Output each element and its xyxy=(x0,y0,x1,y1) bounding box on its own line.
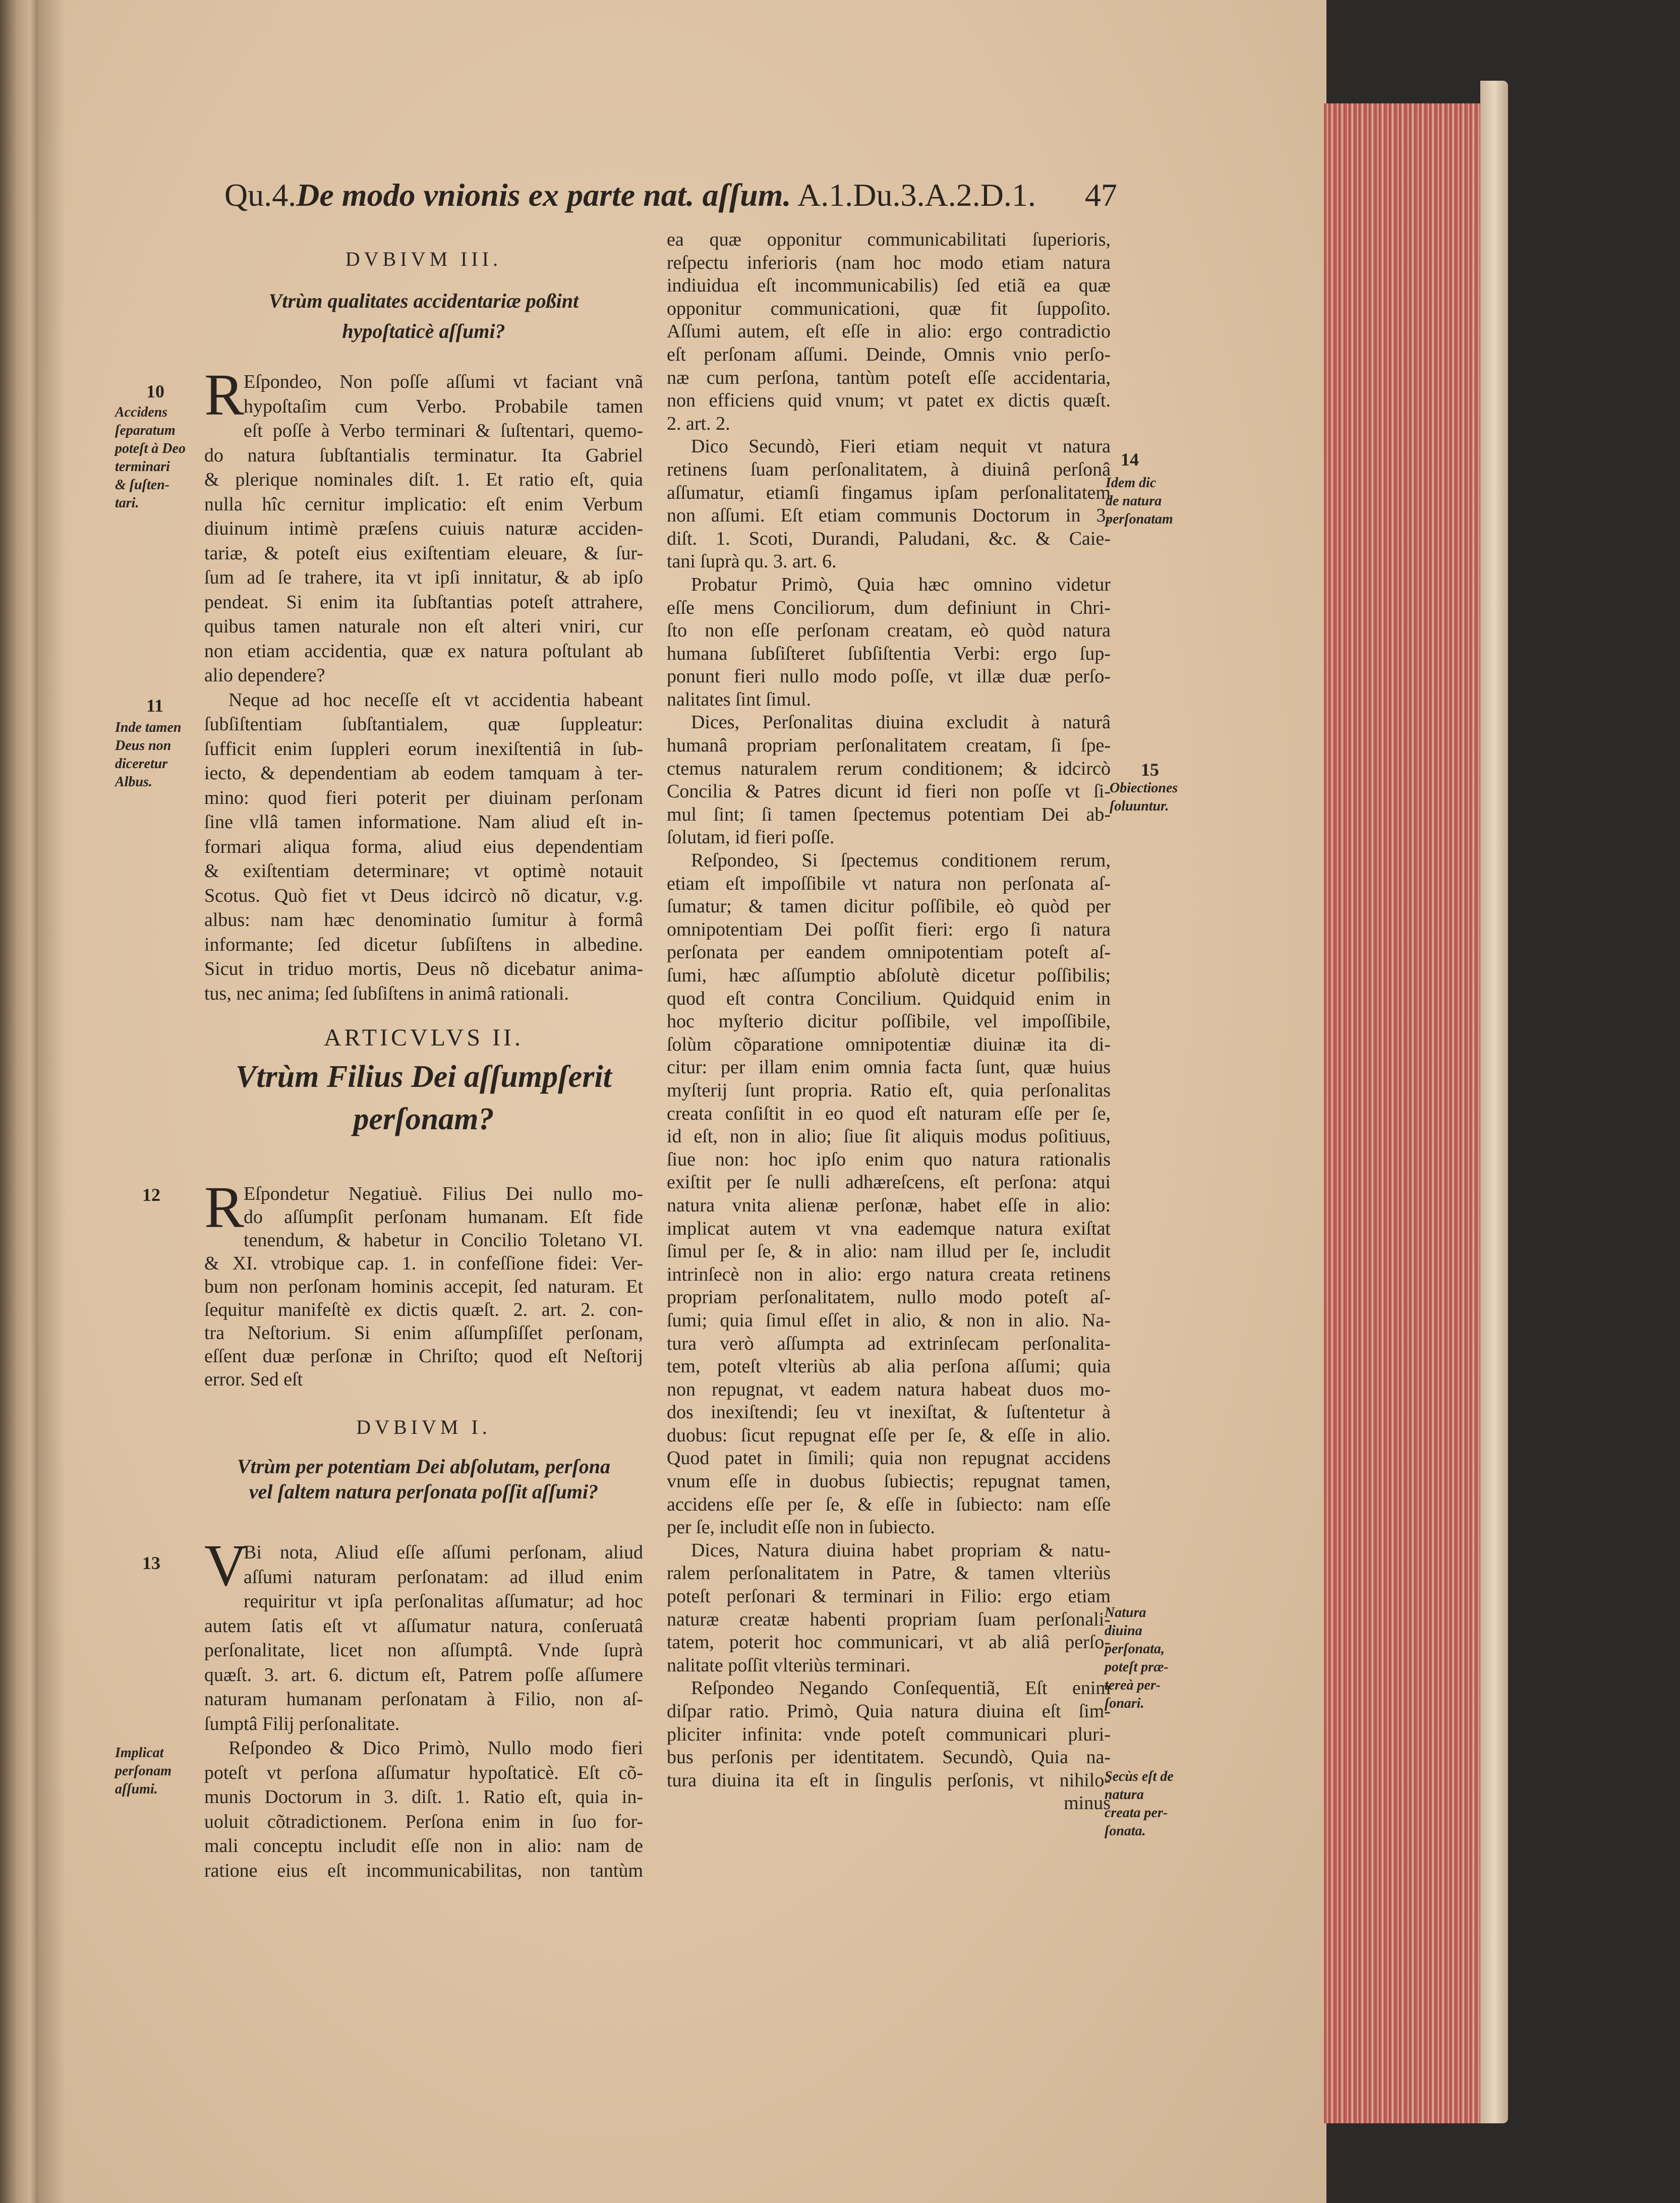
margin-note-10 xyxy=(115,403,186,512)
text-line: Probatur Primò, Quia hæc omnino videtur xyxy=(691,573,1111,595)
text-line: ſumi; quia ſimul eſſet in alio, & non in alio. Na- xyxy=(667,1309,1111,1331)
text-line: ſonata. xyxy=(1105,1823,1146,1839)
text-line: propriam perſonalitatem, nullo modo poteſt aſ- xyxy=(667,1287,1111,1308)
text-line: perſonam xyxy=(115,1763,171,1779)
margin-note-13 xyxy=(115,1744,171,1799)
paragraph xyxy=(204,1736,643,1883)
text-line: informante; ſed dicetur ſubſiſtens in albedine. xyxy=(204,934,643,955)
text-line: diceretur xyxy=(115,756,168,772)
header-question: Qu.4. xyxy=(224,177,297,213)
text-line: perſonata, xyxy=(1105,1641,1165,1657)
text-line: poteſt præ- xyxy=(1105,1659,1169,1675)
text-line: ſeparatum xyxy=(115,423,176,438)
text-line: tari. xyxy=(115,495,139,511)
text-line: eſt perſonam aſſumi. Deinde, Omnis vnio perſo- xyxy=(667,343,1111,365)
text-line: Implicat xyxy=(115,1745,164,1761)
text-line: & exiſtentiam determinare; vt optimè notauit xyxy=(204,860,643,882)
dubium-3-heading-block xyxy=(204,247,643,346)
text-line: Reſpondeo & Dico Primò, Nullo modo fieri xyxy=(228,1737,643,1759)
section-number-11: 11 xyxy=(146,695,164,716)
text-line: citur: per illam enim omnia facta ſunt, quæ huius xyxy=(667,1057,1111,1078)
header-title: De modo vnionis ex parte nat. aſſum. xyxy=(296,177,791,213)
text-line: ſto non eſſe perſonam creatam, eò quòd natura xyxy=(667,620,1111,642)
text-line: poteſt vt perſona aſſumatur hypoſtaticè. Eſt cõ- xyxy=(204,1762,643,1783)
section-number-14: 14 xyxy=(1121,449,1139,470)
text-line: perſonalitate, licet non aſſumptâ. Vnde ſuprà xyxy=(204,1640,643,1661)
text-line: humana ſubſiſteret ſubſiſtentia Verbi: ergo ſup- xyxy=(667,643,1111,664)
text-line: bus perſonis per identitatem. Secundò, Quia na- xyxy=(667,1747,1111,1768)
text-line: hoc myſterio dicitur poſſibile, vel impoſſibile, xyxy=(667,1011,1111,1032)
text-line: requiritur vt ipſa perſonalitas aſſumatur; ad hoc xyxy=(244,1591,643,1612)
text-line: ſoluuntur. xyxy=(1110,798,1169,814)
text-line: Dico Secundò, Fieri etiam nequit vt natura xyxy=(691,436,1111,457)
paragraph xyxy=(667,1677,1111,1792)
text-line: iecto, & dependentiam ab eodem tamquam à ter- xyxy=(204,763,643,784)
text-line: Albus. xyxy=(115,774,152,790)
text-line: aſſumi. xyxy=(115,1781,158,1797)
text-line: perſonatam xyxy=(1106,511,1173,527)
text-line: ſumi, hæc aſſumptio abſolutè dicetur poſſibilis; xyxy=(667,965,1111,986)
text-line: tani ſuprà qu. 3. art. 6. xyxy=(667,551,837,572)
text-line: autem ſatis eſt vt aſſumatur natura, conſeruatâ xyxy=(204,1615,643,1637)
text-line: Eſpondetur Negatiuè. Filius Dei nullo mo- xyxy=(244,1183,643,1204)
text-line: formari aliqua forma, aliud eius dependentiam xyxy=(204,836,643,857)
text-line: Reſpondeo, Si ſpectemus conditionem rerum, xyxy=(691,850,1111,872)
text-line: & plerique nominales diſt. 1. Et ratio eſt, quia xyxy=(204,469,643,490)
text-line: perſonam? xyxy=(353,1102,494,1136)
text-line: ſumptâ Filij perſonalitate. xyxy=(204,1713,400,1734)
margin-note-15 xyxy=(1110,779,1178,816)
page-number: 47 xyxy=(1085,177,1117,213)
text-line: naturam humanam perſonatam à Filio, non aſ- xyxy=(204,1689,643,1710)
book-cover-edge xyxy=(1480,81,1508,2123)
text-line: non etiam accidentia, quæ ex natura poſtulant ab xyxy=(204,640,643,662)
text-line: Vtrùm Filius Dei aſſumpſerit xyxy=(236,1060,612,1094)
paragraph xyxy=(667,849,1111,1539)
text-line: & ſuſten- xyxy=(115,477,170,493)
text-line: non repugnat, vt eadem natura habeat duos mo- xyxy=(667,1378,1111,1400)
text-line: tra Neſtorium. Si enim aſſumpſiſſet perſonam, xyxy=(204,1322,643,1344)
text-line: tatem, poterit hoc communicari, vt ab aliâ perſo- xyxy=(667,1632,1111,1653)
text-line: natura vnita alienæ perſonæ, habet eſſe in alio: xyxy=(667,1194,1111,1216)
text-line: tura verò aſſumpta ad extrinſecam perſonalita- xyxy=(667,1332,1111,1354)
paragraph xyxy=(667,573,1111,712)
text-line: Idem dic xyxy=(1106,475,1156,491)
text-line: indiuidua eſt incommunicabilis) ſed etiã ea quæ xyxy=(667,275,1111,297)
text-line: mino: quod fieri poterit per diuinam perſonam xyxy=(204,787,643,808)
text-line: Dices, Perſonalitas diuina excludit à naturâ xyxy=(691,712,1111,733)
text-line: albus: nam hæc denominatio ſumitur à formâ xyxy=(204,909,643,931)
text-line: non aſſumi. Eſt etiam communis Doctorum in 3. xyxy=(667,505,1111,527)
text-line: munis Doctorum in 3. diſt. 1. Ratio eſt, quia in- xyxy=(204,1786,643,1808)
text-line: ponunt fieri nullo modo poſſe, vt illæ duæ perſo- xyxy=(667,666,1111,687)
text-line: ratione eius eſt incommunicabilitas, non tantùm xyxy=(204,1860,643,1881)
text-line: hypoſtaſim cum Verbo. Probabile tamen xyxy=(244,395,643,417)
text-line: omnipotentiam Dei poſſit fieri: ergo ſi natura xyxy=(667,918,1111,940)
text-line: Concilia & Patres dicunt id fieri non poſſe vt ſi- xyxy=(667,781,1111,802)
dubium-1-question xyxy=(204,1454,643,1504)
facing-page-edge xyxy=(0,0,38,2203)
article-2-heading-block xyxy=(204,1024,643,1140)
text-line: ſolutam, id fieri poſſe. xyxy=(667,827,835,848)
text-line: Accidens xyxy=(115,404,168,420)
text-line: nulla hîc cernitur implicatio: eſt enim Verbum xyxy=(204,493,643,515)
text-line: Secùs eſt de xyxy=(1105,1769,1174,1784)
text-line: tus, nec anima; ſed ſubſiſtens in animâ rationali. xyxy=(204,982,569,1004)
red-page-edges xyxy=(1324,103,1480,2123)
text-line: Obiectiones xyxy=(1110,780,1178,796)
text-line: ſiue non: hoc ipſo enim quo natura rationalis xyxy=(667,1148,1111,1170)
text-line: creata per- xyxy=(1105,1805,1168,1821)
text-line: tura diuina ita eſt in ſingulis perſonis, vt nihilo- xyxy=(667,1769,1111,1791)
text-line: quod eſt contra Concilium. Quidquid enim in xyxy=(667,988,1111,1009)
text-line: error. Sed eſt xyxy=(204,1369,303,1390)
text-line: ſimul per ſe, & in alio: nam illud per ſe, includit xyxy=(667,1241,1111,1262)
dubium-3-body xyxy=(204,362,643,1006)
text-line: dos inexiſtendi; ſeu vt inexiſtat, & ſuſtentetur à xyxy=(667,1402,1111,1423)
text-line: Quod patet in ſimili; quia non repugnat accidens xyxy=(667,1447,1111,1469)
text-line: aſſumatur, etiamſi fingamus ipſam perſonalitatem xyxy=(667,482,1111,503)
text-line: naturæ creatæ habenti propriam ſuam perſonali- xyxy=(667,1608,1111,1630)
drop-cap: R xyxy=(204,362,244,428)
text-line: nalitate poſſit vlteriùs terminari. xyxy=(667,1654,911,1676)
text-line: vnum eſſe in duobus ſubiectis; repugnat tamen, xyxy=(667,1471,1111,1492)
text-line: 2. art. 2. xyxy=(667,413,730,434)
dubium-1-heading: DVBIVM I. xyxy=(356,1416,491,1438)
margin-note-natura-diuina xyxy=(1105,1604,1169,1713)
gutter-shadow xyxy=(35,0,66,2203)
text-line: opponitur communicationi, quæ fit ſuppoſito. xyxy=(667,298,1111,319)
text-line: exiſtit per ſe nulli adhæreſcens, eſt perſona: atqui xyxy=(667,1172,1111,1193)
text-line: tariæ, & poteſt eius exiſtentiam eleuare, & ſur- xyxy=(204,542,643,564)
text-line: creata conſiſtit in eo quod eſt naturam eſſe per ſe, xyxy=(667,1103,1111,1124)
text-line: diuina xyxy=(1105,1623,1142,1639)
text-line: Natura xyxy=(1105,1605,1146,1620)
text-line: ſequitur manifeſtè ex dictis quæſt. 2. art. 2. con- xyxy=(204,1299,643,1320)
catchword: minus xyxy=(1064,1792,1111,1814)
paragraph xyxy=(204,1174,643,1391)
text-line: myſterij ſunt propria. Ratio eſt, quia perſonalitas xyxy=(667,1079,1111,1101)
text-line: alio dependere? xyxy=(204,665,325,686)
text-line: diſpar ratio. Primò, Quia natura diuina eſt ſim- xyxy=(667,1701,1111,1722)
paragraph xyxy=(667,1539,1111,1677)
margin-note-14 xyxy=(1106,474,1173,529)
text-line: reſpectu inferioris (nam hoc modo etiam natura xyxy=(667,252,1111,273)
paragraph-lines xyxy=(204,1532,643,1736)
text-line: næ cum perſona, tantùm poteſt eſſe accidentaria, xyxy=(667,367,1111,388)
article-2-body xyxy=(204,1174,643,1391)
text-line: nalitates ſint ſimul. xyxy=(667,688,812,710)
text-line: ſumatur; & tamen dicitur poſſibile, eò quòd per xyxy=(667,896,1111,917)
text-line: aſſumi naturam perſonatam: ad illud enim xyxy=(244,1566,643,1588)
dubium-3-question xyxy=(204,286,643,346)
text-line: Vtrùm per potentiam Dei abſolutam, perſona xyxy=(237,1455,611,1478)
text-line: do natura ſubſtantialis terminatur. Ita Gabriel xyxy=(204,444,643,466)
text-line: Scotus. Quò fiet vt Deus idcircò nõ dicatur, v.g. xyxy=(204,885,643,906)
text-line: non efficiens quid vnum; vt patet ex dictis quæſt. xyxy=(667,390,1111,412)
text-line: poteſt à Deo xyxy=(115,441,186,456)
text-line: eſſent duæ perſonæ in Chriſto; quod eſt Neſtorij xyxy=(204,1346,643,1367)
text-line: Reſpondeo Negando Conſequentiã, Eſt enim xyxy=(691,1677,1111,1699)
text-line: & XI. vtrobique cap. 1. in confeſſione fidei: Ver- xyxy=(204,1253,643,1274)
text-line: poteſt perſonari & terminari in Filio: ergo etiam xyxy=(667,1586,1111,1607)
text-line: Deus non xyxy=(115,738,171,753)
text-line: ſubſiſtentiam ſubſtantialem, quæ ſuppleatur: xyxy=(204,714,643,735)
text-line: mali conceptu includit eſſe non in alio: nam de xyxy=(204,1835,643,1857)
drop-cap: V xyxy=(204,1532,248,1598)
paragraph xyxy=(667,228,1111,435)
paragraph xyxy=(667,711,1111,849)
text-line: ſufficit enim ſuppleri eorum inexiſtentiâ in ſub- xyxy=(204,738,643,760)
paragraph-lines xyxy=(204,362,643,688)
text-line: Sicut in triduo mortis, Deus nõ dicebatur anima- xyxy=(204,958,643,979)
text-line: ralem perſonalitatem in Patre, & tamen vlteriùs xyxy=(667,1562,1111,1584)
text-line: bum non perſonam hominis accepit, ſed naturam. Et xyxy=(204,1276,643,1297)
text-line: perſonata per eandem omnipotentiam poteſt aſ- xyxy=(667,942,1111,963)
text-line: diſt. 1. Scoti, Durandi, Paludani, &c. & Caie- xyxy=(667,528,1111,549)
text-line: implicat autem vt vna eademque natura exiſtat xyxy=(667,1218,1111,1239)
article-heading: ARTICVLVS II. xyxy=(323,1024,524,1051)
paragraph xyxy=(667,435,1111,573)
text-line: vel ſaltem natura perſonata poſſit aſſumi? xyxy=(249,1480,599,1503)
text-line: diuinum intimè præſens cuiuis naturæ acciden- xyxy=(204,518,643,539)
text-line: terminari xyxy=(115,459,170,475)
text-line: de natura xyxy=(1106,493,1162,509)
section-number-12: 12 xyxy=(142,1185,160,1205)
text-line: per ſe, includit eſſe non in ſubiecto. xyxy=(667,1517,935,1538)
text-line: ea quæ opponitur communicabilitati ſuperioris, xyxy=(667,229,1111,250)
dubium-3-heading: DVBIVM III. xyxy=(345,248,502,270)
running-header xyxy=(224,177,1117,217)
text-line: ſolùm cõparatione omnipotentiæ diuinæ ita di- xyxy=(667,1033,1111,1055)
text-line: ſonari. xyxy=(1105,1696,1144,1711)
text-line: do aſſumpſit perſonam humanam. Eſt fide xyxy=(244,1206,643,1228)
dubium-1-heading-block xyxy=(204,1415,643,1504)
section-number-13: 13 xyxy=(142,1553,160,1573)
paragraph xyxy=(204,688,643,1006)
text-line: Dices, Natura diuina habet propriam & natu- xyxy=(691,1539,1111,1561)
text-line: duobus: ſicut repugnat eſſe per ſe, & eſſe in alio. xyxy=(667,1424,1111,1446)
text-line: Neque ad hoc neceſſe eſt vt accidentia habeant xyxy=(228,689,643,711)
text-line: uoluit cõtradictionem. Perſona enim in ſuo for- xyxy=(204,1811,643,1832)
drop-cap: R xyxy=(204,1174,244,1240)
text-line: ſum ad ſe trahere, ita vt ipſi innitatur, & ab ipſo xyxy=(204,567,643,588)
header-reference: A.1.Du.3.A.2.D.1. xyxy=(797,177,1036,213)
text-line: id eſt, non in alio; ſiue ſit aliquis modus poſitiuus, xyxy=(667,1126,1111,1147)
text-line: eſt poſſe à Verbo terminari & ſuſtentari, quemo- xyxy=(244,420,643,441)
text-line: ctemus naturalem rerum conditionem; & idcircò xyxy=(667,758,1111,779)
text-line: quæſt. 3. art. 6. dictum eſt, Patrem poſſe aſſumere xyxy=(204,1664,643,1686)
text-line: natura xyxy=(1105,1787,1144,1803)
article-title xyxy=(204,1056,643,1140)
text-line: Aſſumi autem, eſt eſſe in alio: ergo contradictio xyxy=(667,321,1111,342)
section-number-10: 10 xyxy=(146,381,164,401)
text-line: tem, poteſt vlteriùs ab alia perſona aſſumi; quia xyxy=(667,1356,1111,1377)
text-line: ſine vllâ tamen informatione. Nam aliud eſt in- xyxy=(204,811,643,833)
paragraph xyxy=(204,362,643,688)
text-line: eſſe mens Conciliorum, dum definiunt in Chri- xyxy=(667,597,1111,618)
text-line: accidens eſſe per ſe, & eſſe in ſubiecto: nam eſſe xyxy=(667,1493,1111,1515)
margin-note-secus xyxy=(1105,1768,1174,1840)
text-line: mul ſint; ſi tamen ſpectemus potentiam Dei ab- xyxy=(667,803,1111,825)
section-number-15: 15 xyxy=(1141,760,1159,780)
text-line: quibus tamen naturale non eſt alteri vniri, cur xyxy=(204,616,643,637)
dubium-1-body xyxy=(204,1532,643,1883)
text-line: Inde tamen xyxy=(115,720,182,735)
paragraph xyxy=(204,1532,643,1736)
paragraph-lines xyxy=(204,1174,643,1391)
right-column xyxy=(667,228,1111,1815)
margin-note-11 xyxy=(115,719,181,791)
text-line: etiam eſt impoſſibile vt natura non perſonata aſ- xyxy=(667,873,1111,894)
text-line: Vtrùm qualitates accidentariæ poßint xyxy=(268,289,579,312)
text-line: hypoſtaticè aſſumi? xyxy=(342,320,505,342)
text-line: retinens ſuam perſonalitatem, à diuinâ perſonâ xyxy=(667,458,1111,480)
text-line: Bi nota, Aliud eſſe aſſumi perſonam, aliud xyxy=(244,1542,643,1563)
text-line: humanâ propriam perſonalitatem creatam, ſi ſpe- xyxy=(667,735,1111,757)
text-line: intrinſecè non in alio: ergo natura creata retinens xyxy=(667,1263,1111,1285)
text-line: Eſpondeo, Non poſſe aſſumi vt faciant vnã xyxy=(244,371,643,392)
text-line: pliciter infinita: vnde poteſt communicari pluri- xyxy=(667,1723,1111,1745)
text-line: pendeat. Si enim ita ſubſtantias poteſt attrahere, xyxy=(204,591,643,613)
text-line: tenendum, & habetur in Concilio Toletano VI. xyxy=(244,1230,643,1251)
text-line: tereà per- xyxy=(1105,1677,1161,1693)
